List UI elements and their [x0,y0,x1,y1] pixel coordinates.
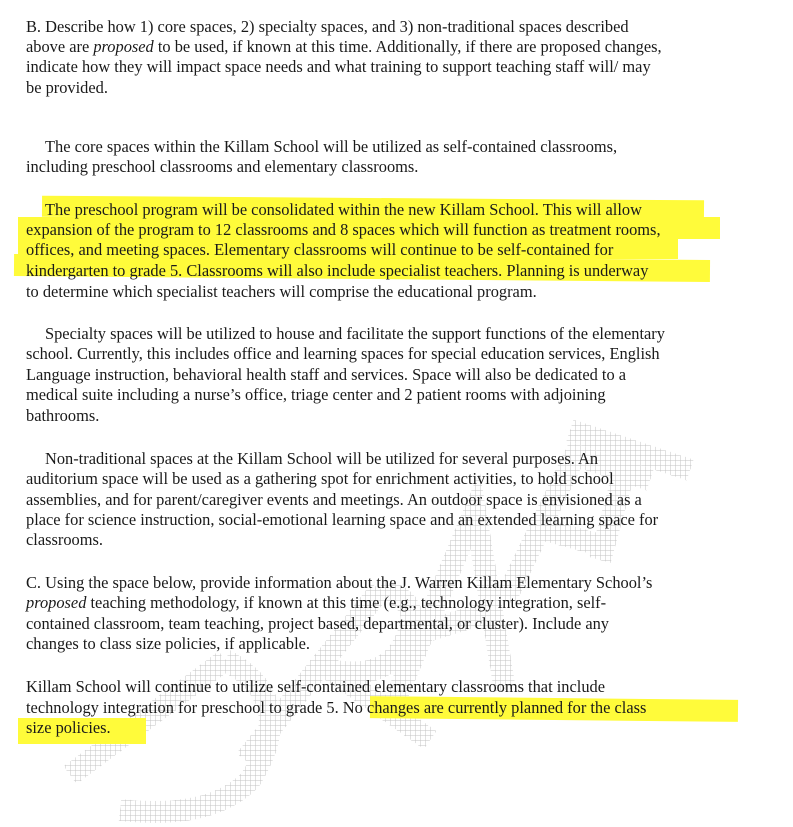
section-c-question-line-4: changes to class size policies, if applicable. [26,634,311,653]
section-b-question-line-3: indicate how they will impact space needs and what training to support teaching staff will/ may [26,57,651,76]
text-run: teaching methodology, if known at this time (e.g., technology integration, self- [86,593,607,612]
specialty-paragraph-line-2: school. Currently, this includes office and learning spaces for special education services, English [26,344,660,363]
section-c-answer-line-1: Killam School will continue to utilize self-contained elementary classrooms that include [26,677,605,696]
section-c-question-line-2 [26,593,606,613]
text-run: to be used, if known at this time. Additionally, if there are proposed changes, [153,37,662,56]
section-c-answer-line-3: size policies. [26,718,111,737]
section-b-question-line-4: be provided. [26,78,108,97]
emphasis-proposed: proposed [26,593,87,612]
section-c-answer-line-2 [26,698,646,718]
nontraditional-paragraph-line-3: assemblies, and for parent/caregiver events and meetings. An outdoor space is envisioned as a [26,490,642,509]
core-paragraph-line-2: including preschool classrooms and elementary classrooms. [26,157,419,176]
preschool-paragraph-line-3: offices, and meeting spaces. Elementary classrooms will continue to be self-contained for [26,240,614,259]
nontraditional-paragraph-line-4: place for science instruction, social-emotional learning space and an extended learning space for [26,510,659,529]
text-run: above are [26,37,94,56]
section-c-question-line-3: contained classroom, team teaching, project based, departmental, or cluster). Include any [26,614,610,633]
highlighted-text: No changes are currently planned for the class [342,698,647,717]
nontraditional-paragraph-line-1: Non-traditional spaces at the Killam School will be utilized for several purposes. An [45,449,599,468]
preschool-paragraph-line-1: The preschool program will be consolidated within the new Killam School. This will allow [45,200,642,219]
core-paragraph-line-1: The core spaces within the Killam School will be utilized as self-contained classrooms, [45,137,618,156]
section-b-question-line-1: B. Describe how 1) core spaces, 2) specialty spaces, and 3) non-traditional spaces described [26,17,629,36]
emphasis-proposed: proposed [93,37,154,56]
nontraditional-paragraph-line-5: classrooms. [26,530,103,549]
specialty-paragraph-line-5: bathrooms. [26,406,100,425]
specialty-paragraph-line-4: medical suite including a nurse’s office, triage center and 2 patient rooms with adjoining [26,385,606,404]
preschool-paragraph-line-5: to determine which specialist teachers will comprise the educational program. [26,282,537,301]
specialty-paragraph-line-3: Language instruction, behavioral health staff and services. Space will also be dedicated to a [26,365,627,384]
preschool-paragraph-line-2: expansion of the program to 12 classrooms and 8 spaces which will function as treatment rooms, [26,220,661,239]
text-run: technology integration for preschool to grade 5. [26,698,343,717]
section-c-question-line-1: C. Using the space below, provide information about the J. Warren Killam Elementary School’s [26,573,653,592]
specialty-paragraph-line-1: Specialty spaces will be utilized to house and facilitate the support functions of the elementary [45,324,665,343]
nontraditional-paragraph-line-2: auditorium space will be used as a gathering spot for enrichment activities, to hold school [26,469,614,488]
preschool-paragraph-line-4: kindergarten to grade 5. Classrooms will also include specialist teachers. Planning is underway [26,261,649,280]
section-b-question-line-2 [26,37,662,57]
